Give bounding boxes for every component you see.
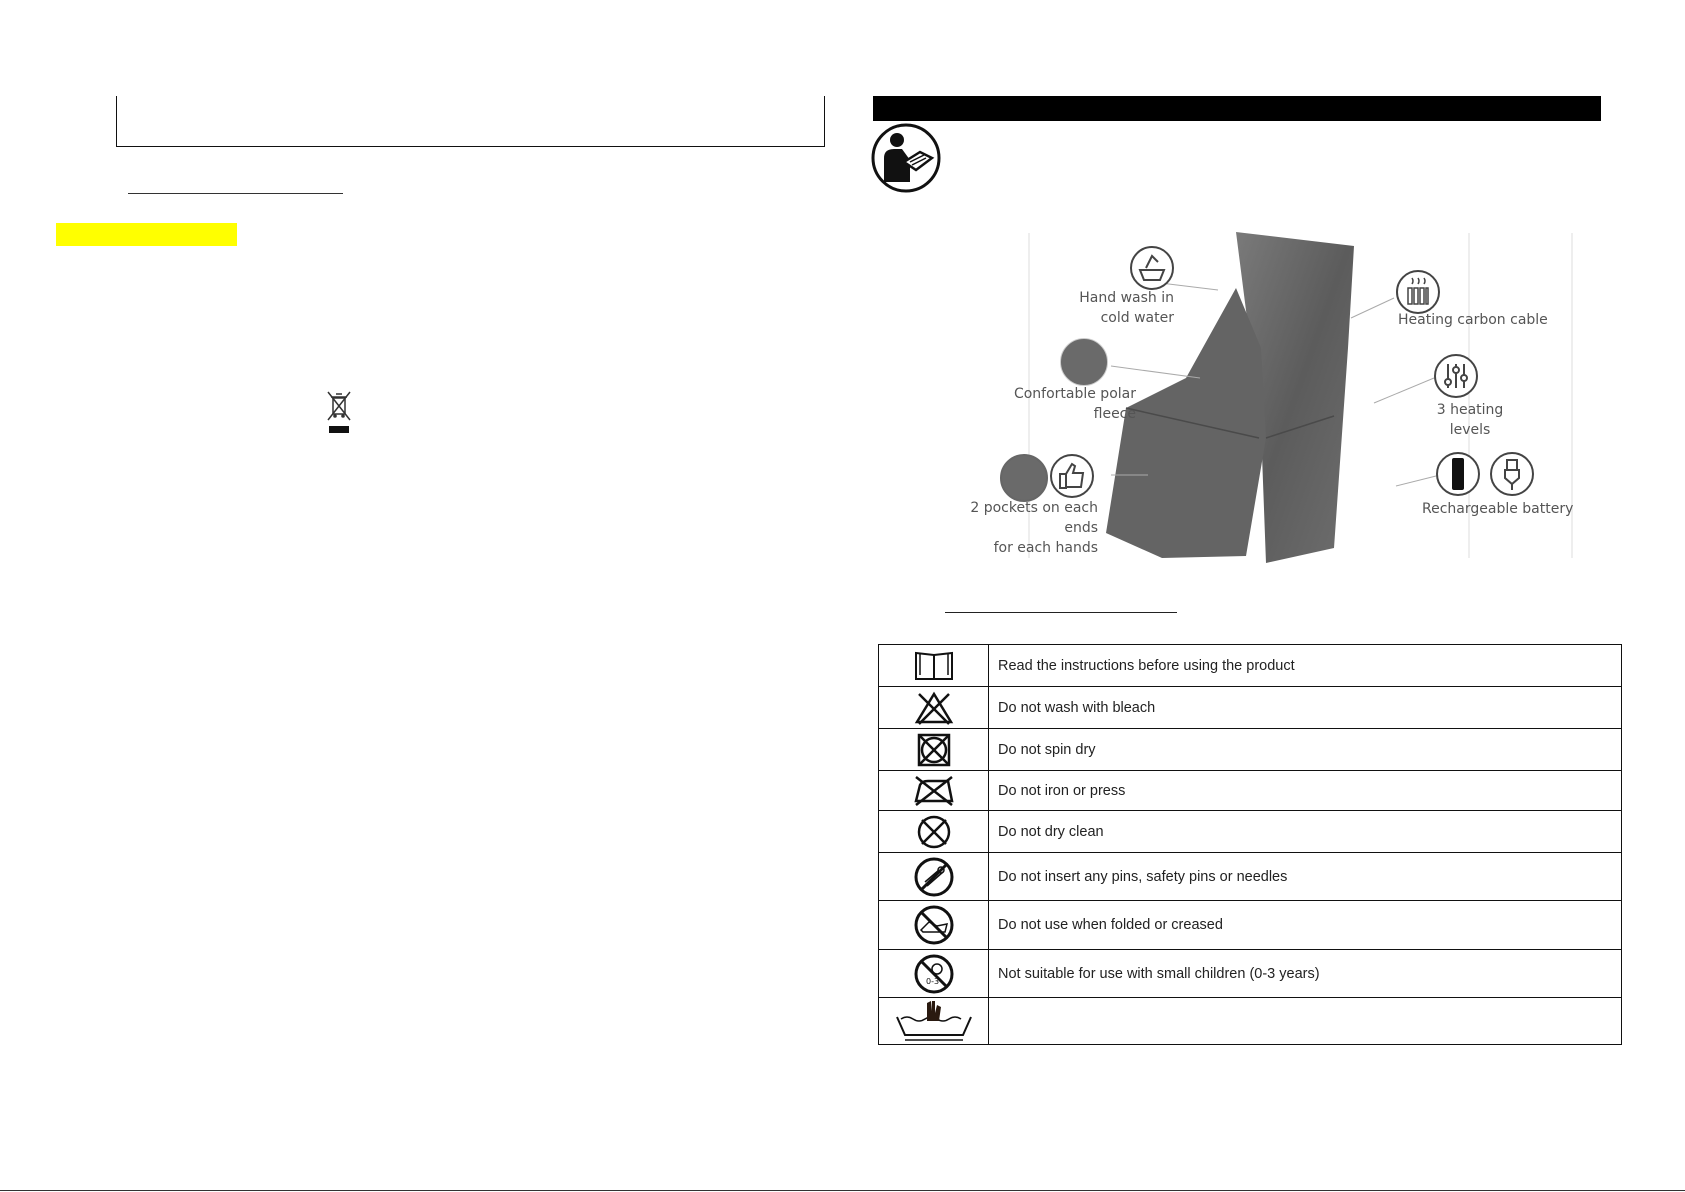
- no-tumble-dry-icon: [914, 732, 954, 768]
- no-pins-icon: [913, 856, 955, 898]
- table-row: [879, 901, 1622, 950]
- table-row: [879, 853, 1622, 901]
- table-row: [879, 645, 1622, 687]
- table-row: [879, 998, 1622, 1045]
- hand-wash-basin-icon: [889, 999, 979, 1043]
- symbol-description: Not suitable for use with small children (0-3 years): [989, 950, 1622, 998]
- label-pockets: 2 pockets on each ends for each hands: [970, 500, 1098, 556]
- section-header-bar: [873, 96, 1601, 121]
- page-bottom-rule: [0, 1190, 1685, 1191]
- label-heating-cable: Heating carbon cable: [1398, 312, 1548, 328]
- table-row: [879, 811, 1622, 853]
- symbol-description: Do not spin dry: [989, 729, 1622, 771]
- heading-underline: [128, 193, 343, 194]
- symbol-description: Do not use when folded or creased: [989, 901, 1622, 950]
- table-row: [879, 950, 1622, 998]
- symbol-description: Read the instructions before using the product: [989, 645, 1622, 687]
- no-iron-icon: [912, 775, 956, 807]
- crossed-bin-icon: [326, 390, 352, 436]
- table-row: [879, 729, 1622, 771]
- bordered-box: [116, 96, 825, 147]
- read-manual-icon: [870, 122, 942, 194]
- symbol-description: [989, 998, 1622, 1045]
- fleece-swatch-icon: [1060, 338, 1108, 386]
- section-underline: [945, 612, 1177, 613]
- symbol-description: Do not dry clean: [989, 811, 1622, 853]
- label-battery: Rechargeable battery: [1422, 501, 1574, 517]
- label-hand-wash: Hand wash in cold water: [1079, 290, 1174, 326]
- no-dry-clean-icon: [914, 814, 954, 850]
- product-diagram: [936, 228, 1576, 568]
- table-row: [879, 771, 1622, 811]
- svg-text:0-3: 0-3: [925, 976, 939, 986]
- care-symbols-table: [878, 644, 1622, 1045]
- no-children-icon: [913, 953, 955, 995]
- no-folded-icon: [913, 904, 955, 946]
- radiator-icon: [1394, 268, 1442, 316]
- no-bleach-icon: [913, 690, 955, 726]
- usb-icon: [1488, 450, 1536, 498]
- label-heating-levels: 3 heating levels: [1436, 402, 1504, 438]
- label-polar-fleece: Confortable polar fleece: [1013, 386, 1136, 422]
- symbol-description: Do not insert any pins, safety pins or needles: [989, 853, 1622, 901]
- battery-icon: [1434, 450, 1482, 498]
- symbol-description: Do not iron or press: [989, 771, 1622, 811]
- highlight-block: [56, 223, 237, 246]
- open-book-icon: [913, 649, 955, 683]
- hand-wash-icon: [1128, 244, 1176, 292]
- table-row: [879, 687, 1622, 729]
- symbol-description: Do not wash with bleach: [989, 687, 1622, 729]
- thumbs-up-icon: [1048, 452, 1096, 500]
- sliders-icon: [1432, 352, 1480, 400]
- pocket-swatch-icon: [1000, 454, 1048, 502]
